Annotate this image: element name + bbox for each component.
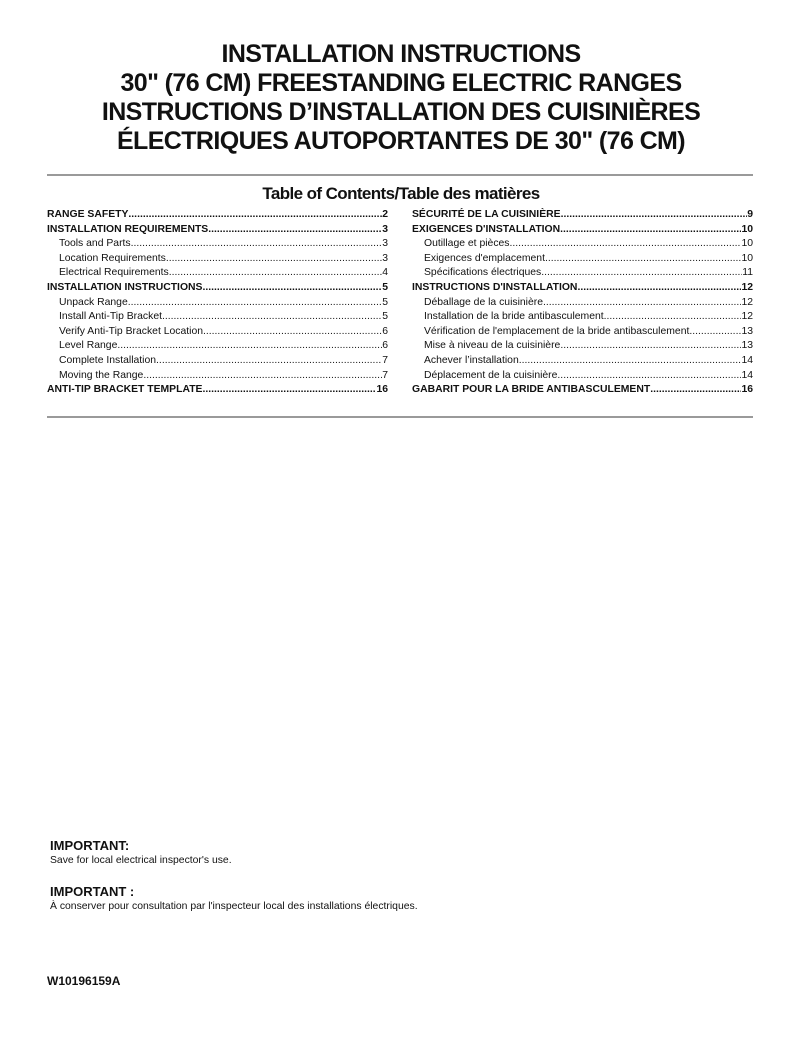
toc-entry-page: 6 bbox=[382, 325, 388, 337]
toc-entry-label: ANTI-TIP BRACKET TEMPLATE bbox=[47, 384, 203, 396]
toc-heading: Table of Contents/Table des matières bbox=[262, 184, 540, 203]
toc-entry[interactable] bbox=[412, 223, 753, 238]
toc-leader-dots bbox=[117, 339, 382, 354]
toc-entry-page: 10 bbox=[741, 238, 753, 250]
toc-entry-page: 3 bbox=[382, 238, 388, 250]
toc-leader-dots bbox=[202, 281, 382, 296]
toc-entry-page: 5 bbox=[382, 281, 388, 293]
bottom-divider bbox=[47, 416, 753, 418]
toc-entry[interactable] bbox=[47, 310, 388, 325]
toc-entry-page: 16 bbox=[741, 384, 753, 396]
toc-leader-dots bbox=[208, 223, 382, 238]
toc-entry[interactable] bbox=[47, 369, 388, 384]
important-notice-french bbox=[50, 884, 418, 913]
toc-entry-page: 6 bbox=[382, 340, 388, 352]
toc-entry-label: Exigences d'emplacement bbox=[424, 252, 545, 264]
toc-entry[interactable] bbox=[412, 237, 753, 252]
title-line: ÉLECTRIQUES AUTOPORTANTES DE 30" (76 CM) bbox=[116, 127, 686, 155]
toc-entry[interactable] bbox=[412, 354, 753, 369]
notice-heading: IMPORTANT: bbox=[50, 838, 130, 853]
toc-leader-dots bbox=[604, 310, 742, 325]
top-divider bbox=[47, 174, 753, 176]
toc-entry[interactable] bbox=[47, 354, 388, 369]
toc-entry-label: INSTALLATION REQUIREMENTS bbox=[47, 223, 209, 235]
toc-entry-page: 10 bbox=[741, 223, 753, 235]
toc-entry-page: 10 bbox=[741, 252, 753, 264]
toc-entry-label: GABARIT POUR LA BRIDE ANTIBASCULEMENT bbox=[412, 384, 651, 396]
notice-text: À conserver pour consultation par l'inspecteur local des installations électriques. bbox=[50, 901, 418, 912]
toc-entry[interactable] bbox=[47, 208, 388, 223]
toc-entry[interactable] bbox=[412, 208, 753, 223]
title-line: INSTALLATION INSTRUCTIONS bbox=[221, 40, 581, 68]
toc-leader-dots bbox=[545, 252, 741, 267]
toc-entry-page: 12 bbox=[741, 281, 753, 293]
toc-entry-page: 13 bbox=[741, 325, 753, 337]
toc-entry-label: Mise à niveau de la cuisinière bbox=[424, 340, 561, 352]
toc-leader-dots bbox=[650, 383, 741, 398]
toc-leader-dots bbox=[128, 296, 382, 311]
toc-leader-dots bbox=[577, 281, 741, 296]
toc-entry-page: 3 bbox=[382, 223, 388, 235]
toc-entry-label: EXIGENCES D'INSTALLATION bbox=[412, 223, 561, 235]
toc-entry-label: Moving the Range bbox=[59, 369, 144, 381]
notice-heading: IMPORTANT : bbox=[50, 884, 135, 899]
toc-entry-label: Unpack Range bbox=[59, 296, 128, 308]
notice-text: Save for local electrical inspector's use. bbox=[50, 855, 232, 866]
toc-entry[interactable] bbox=[47, 266, 388, 281]
toc-leader-dots bbox=[519, 354, 742, 369]
toc-entry[interactable] bbox=[47, 339, 388, 354]
toc-entry[interactable] bbox=[412, 325, 753, 340]
toc-entry-label: SÉCURITÉ DE LA CUISINIÈRE bbox=[412, 209, 561, 220]
toc-entry-label: Vérification de l'emplacement de la bride antibasculement bbox=[424, 325, 690, 337]
toc-entry[interactable] bbox=[412, 296, 753, 311]
toc-leader-dots bbox=[202, 383, 376, 398]
toc-entry-label: Level Range bbox=[59, 340, 118, 352]
toc-entry-label: Achever l’installation bbox=[424, 354, 519, 366]
title-line: 30" (76 CM) FREESTANDING ELECTRIC RANGES bbox=[120, 69, 682, 97]
toc-leader-dots bbox=[203, 325, 382, 340]
toc-entry-label: INSTRUCTIONS D'INSTALLATION bbox=[412, 281, 578, 293]
toc-leader-dots bbox=[541, 266, 742, 281]
toc-entry-page: 5 bbox=[382, 296, 388, 308]
toc-entry[interactable] bbox=[47, 252, 388, 267]
toc-entry[interactable] bbox=[412, 383, 753, 398]
toc-entry[interactable] bbox=[412, 266, 753, 281]
toc-entry[interactable] bbox=[412, 252, 753, 267]
toc-entry-label: Verify Anti-Tip Bracket Location bbox=[59, 325, 203, 337]
toc-leader-dots bbox=[560, 339, 741, 354]
toc-leader-dots bbox=[143, 369, 382, 384]
toc-entry[interactable] bbox=[412, 310, 753, 325]
toc-entry-page: 4 bbox=[382, 267, 388, 279]
toc-entry-label: INSTALLATION INSTRUCTIONS bbox=[47, 281, 203, 293]
toc-leader-dots bbox=[166, 252, 382, 267]
important-notice-english bbox=[50, 838, 232, 867]
toc-entry-label: Déplacement de la cuisinière bbox=[424, 369, 558, 381]
toc-entry[interactable] bbox=[47, 383, 388, 398]
toc-entry-page: 12 bbox=[741, 296, 753, 308]
toc-entry-page: 7 bbox=[382, 354, 388, 366]
toc-entry-page: 3 bbox=[382, 252, 388, 264]
toc-entry-label: RANGE SAFETY bbox=[47, 209, 129, 220]
toc-entry-page: 14 bbox=[741, 354, 753, 366]
document-title bbox=[0, 40, 802, 156]
toc-entry-page: 2 bbox=[382, 209, 388, 220]
toc-entry-label: Install Anti-Tip Bracket bbox=[59, 311, 162, 323]
toc-column-french bbox=[412, 208, 753, 398]
toc-leader-dots bbox=[689, 325, 741, 340]
toc-leader-dots bbox=[128, 208, 382, 223]
toc-entry-page: 5 bbox=[382, 311, 388, 323]
toc-entry[interactable] bbox=[412, 281, 753, 296]
toc-column-english bbox=[47, 208, 388, 398]
toc-leader-dots bbox=[169, 266, 382, 281]
toc-entry[interactable] bbox=[47, 223, 388, 238]
toc-leader-dots bbox=[557, 369, 741, 384]
toc-entry[interactable] bbox=[412, 339, 753, 354]
toc-entry-label: Location Requirements bbox=[59, 252, 166, 264]
toc-entry-page: 14 bbox=[741, 369, 753, 381]
toc-entry-label: Tools and Parts bbox=[59, 238, 131, 250]
title-line: INSTRUCTIONS D’INSTALLATION DES CUISINIÈRES bbox=[101, 98, 701, 126]
toc-leader-dots bbox=[509, 237, 741, 252]
toc-leader-dots bbox=[543, 296, 741, 311]
toc-entry-label: Installation de la bride antibasculement bbox=[424, 311, 604, 323]
toc-entry-page: 12 bbox=[741, 311, 753, 323]
toc-entry[interactable] bbox=[47, 296, 388, 311]
toc-leader-dots bbox=[162, 310, 382, 325]
toc-entry-page: 9 bbox=[747, 209, 753, 220]
toc-entry-label: Déballage de la cuisinière bbox=[424, 296, 543, 308]
toc-entry[interactable] bbox=[412, 369, 753, 384]
toc-entry-page: 13 bbox=[741, 340, 753, 352]
toc-leader-dots bbox=[561, 208, 748, 223]
toc-leader-dots bbox=[156, 354, 382, 369]
toc-entry[interactable] bbox=[47, 325, 388, 340]
toc-leader-dots bbox=[560, 223, 741, 238]
toc-entry-page: 16 bbox=[376, 384, 388, 396]
toc-entry-page: 7 bbox=[382, 369, 388, 381]
document-number: W10196159A bbox=[47, 974, 121, 988]
toc-entry[interactable] bbox=[47, 281, 388, 296]
toc-entry-label: Electrical Requirements bbox=[59, 267, 169, 279]
toc-entry-label: Spécifications électriques bbox=[424, 267, 542, 279]
toc-entry[interactable] bbox=[47, 237, 388, 252]
toc-leader-dots bbox=[131, 237, 383, 252]
toc-entry-label: Complete Installation bbox=[59, 354, 157, 366]
toc-entry-label: Outillage et pièces bbox=[424, 238, 510, 250]
toc-entry-page: 11 bbox=[742, 267, 753, 279]
